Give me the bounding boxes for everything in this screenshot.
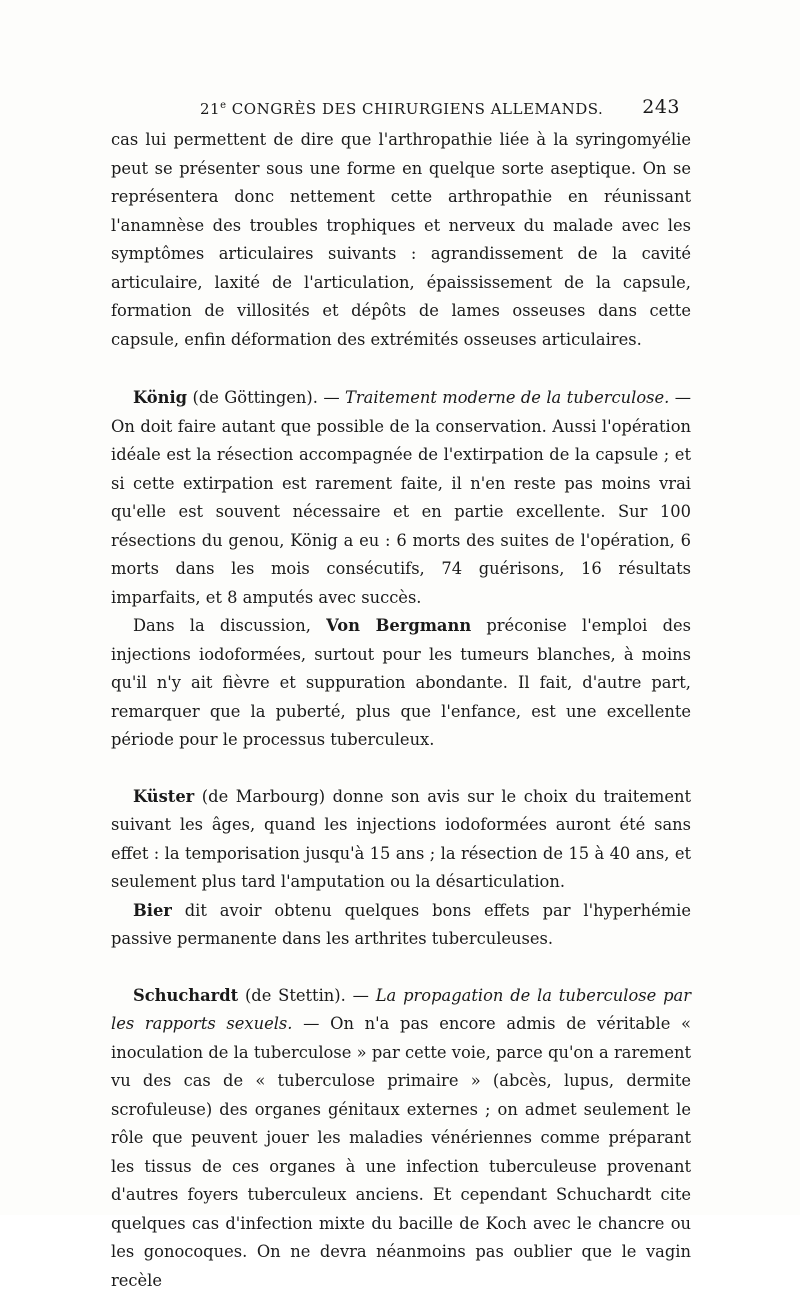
paragraph-kuster (111, 783, 691, 897)
paragraph-discussion (111, 612, 691, 755)
congress-ordinal: 21 (200, 100, 220, 118)
page-number: 243 (642, 96, 680, 118)
paragraph-body: dit avoir obtenu quelques bons effets par l'hyperhémie passive permanente dans les arthrites tuberculeuses. (111, 901, 691, 949)
paragraph-body: (de Marbourg) donne son avis sur le choix du traitement suivant les âges, quand les injections iodoformées auront été sans effet : la temporisation jusqu'à 15 ans ; la résection de 15 à 40 ans, et seulement plus tard l'amputation ou la désarticulation. (111, 787, 691, 892)
section-gap (111, 755, 691, 783)
name-von-bergmann: Von Bergmann (326, 616, 471, 635)
section-gap (111, 354, 691, 384)
name-kuster: Küster (133, 787, 194, 806)
congress-title: CONGRÈS DES CHIRURGIENS ALLEMANDS. (232, 100, 604, 118)
paragraph-lead: Dans la discussion, (133, 616, 326, 635)
paragraph-body: préconise l'emploi des injections iodoformées, surtout pour les tumeurs blanches, à moins qu'il n'y ait fièvre et suppuration abondante. Il fait, d'autre part, remarquer que la puberté, plus que l'enfance, est une excellente période pour le processus tuberculeux. (111, 616, 691, 749)
name-bier: Bier (133, 901, 172, 920)
running-head (110, 96, 680, 126)
article-title-propagation: La propagation de la tuberculose par les rapports sexuels. (111, 986, 691, 1034)
author-affiliation: (de Stettin). — (238, 986, 376, 1005)
article-title-tuberculose: Traitement moderne de la tuberculose. (345, 388, 669, 407)
paragraph-bier (111, 897, 691, 954)
paragraph-schuchardt (111, 982, 691, 1295)
author-schuchardt: Schuchardt (133, 986, 238, 1005)
ordinal-suffix: e (220, 100, 226, 111)
paragraph-arthropathie: cas lui permettent de dire que l'arthropathie liée à la syringomyélie peut se présenter sous une forme en quelque sorte aseptique. On se représentera donc nettement cette arthropathie en réunissant l'anamnèse des troubles trophiques et nerveux du malade avec les symptômes articulaires suivants : agrandissement de la cavité articulaire, laxité de l'articulation, épaississement de la capsule, formation de villosités et dépôts de lames osseuses dans cette capsule, enfin déformation des extrémités osseuses articulaires. (111, 126, 691, 354)
running-title (200, 100, 603, 118)
section-gap (111, 954, 691, 982)
body-text (111, 126, 691, 1295)
paragraph-body: — On doit faire autant que possible de la conservation. Aussi l'opération idéale est la résection accompagnée de l'extirpation de la capsule ; et si cette extirpation est rarement faite, il n'en reste pas moins vrai qu'elle est souvent nécessaire et en partie excellente. Sur 100 résections du genou, König a eu : 6 morts des suites de l'opération, 6 morts dans les mois consécutifs, 74 guérisons, 16 résultats imparfaits, et 8 amputés avec succès. (111, 388, 691, 607)
author-konig: König (133, 388, 187, 407)
paragraph-konig (111, 384, 691, 612)
paragraph-body: — On n'a pas encore admis de véritable « inoculation de la tuberculose » par cette voie, parce qu'on a rarement vu des cas de « tuberculose primaire » (abcès, lupus, dermite scrofuleuse) des organes génitaux externes ; on admet seulement le rôle que peuvent jouer les maladies vénériennes comme préparant les tissus de ces organes à une infection tuberculeuse provenant d'autres foyers tuberculeux anciens. Et cependant Schuchardt cite quelques cas d'infection mixte du bacille de Koch avec le chancre ou les gonocoques. On ne devra néanmoins pas oublier que le vagin recèle (111, 1014, 691, 1290)
author-affiliation: (de Göttingen). — (187, 388, 345, 407)
